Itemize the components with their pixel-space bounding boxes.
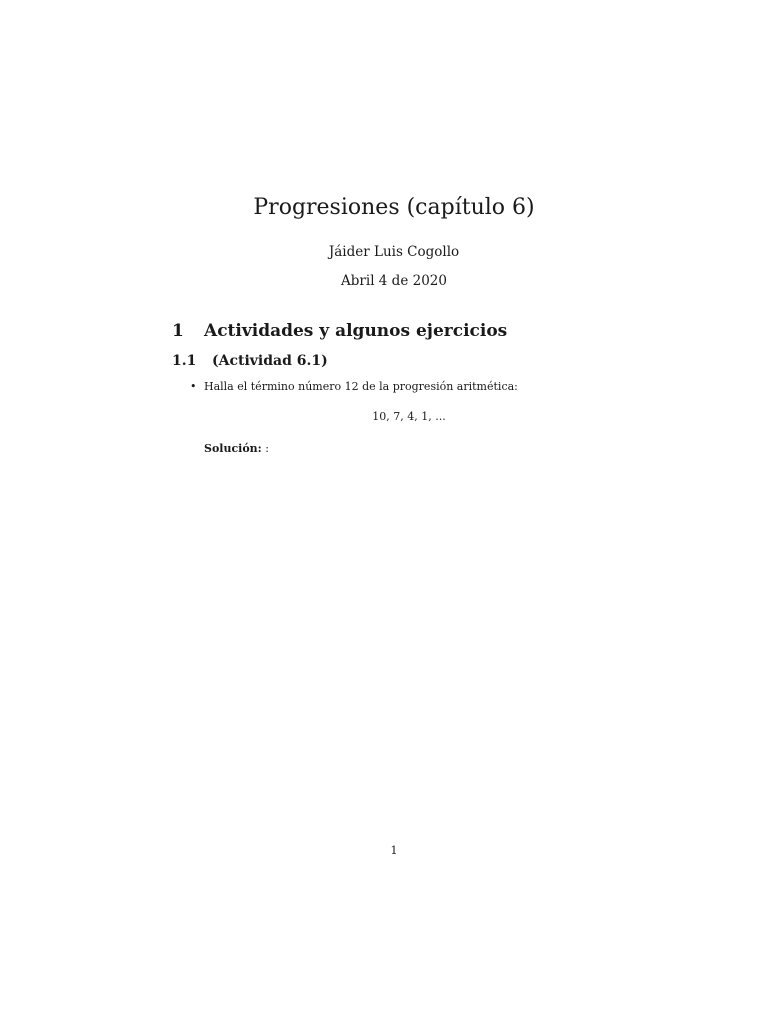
section-title: Actividades y algunos ejercicios — [204, 321, 508, 341]
document-author: Jáider Luis Cogollo — [328, 244, 460, 260]
solution-label: Solución: — [204, 442, 262, 455]
list-item — [190, 378, 518, 396]
sequence-formula: 10, 7, 4, 1, ... — [372, 410, 446, 423]
section-heading — [172, 318, 507, 344]
document-title: Progresiones (capítulo 6) — [253, 195, 535, 220]
section-number: 1 — [172, 321, 184, 341]
solution-text: : — [261, 442, 269, 455]
solution-line — [204, 440, 269, 458]
subsection-heading — [172, 350, 328, 372]
page-number: 1 — [390, 844, 398, 857]
bullet-icon: • — [190, 380, 197, 393]
subsection-number: 1.1 — [172, 353, 197, 369]
document-date: Abril 4 de 2020 — [341, 273, 447, 289]
list-item-text: Halla el término número 12 de la progresión aritmética: — [204, 380, 518, 393]
subsection-title: (Actividad 6.1) — [212, 353, 328, 369]
